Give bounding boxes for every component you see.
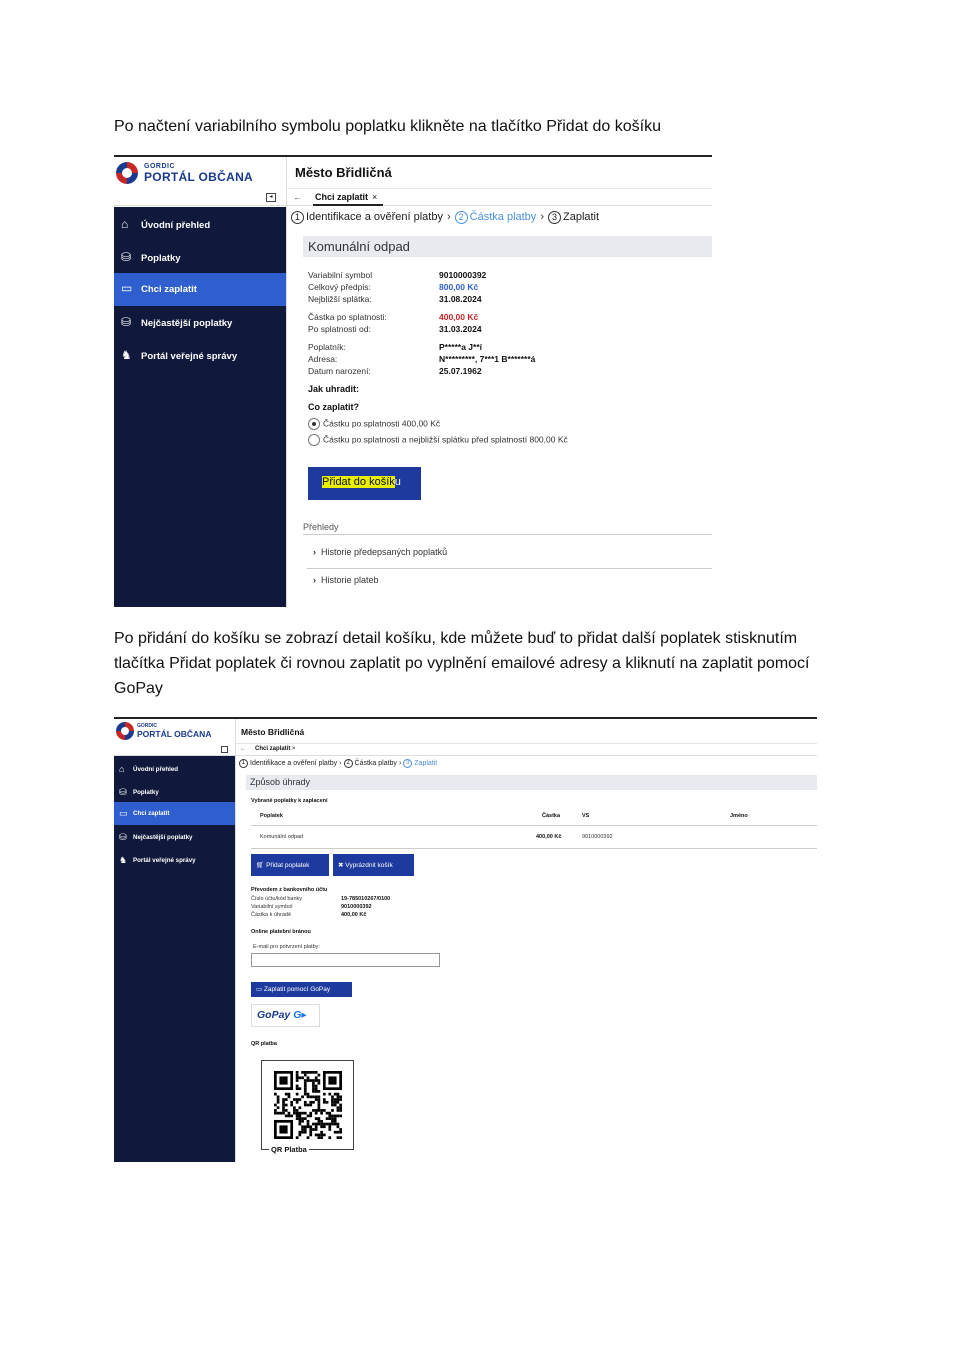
bank-key: Částka k úhradě: [251, 912, 292, 918]
card-icon: ▭: [256, 986, 264, 993]
column-name: Jméno: [730, 813, 748, 819]
bank-key: Variabilní symbol: [251, 904, 293, 910]
sidebar-item-public-portal[interactable]: [114, 340, 286, 373]
step-label: Identifikace a ověření platby: [250, 760, 338, 768]
main-content: [286, 189, 712, 607]
detail-key: Datum narození:: [308, 366, 371, 376]
step-pay[interactable]: [403, 760, 437, 767]
step-number: 1: [239, 759, 248, 768]
town-title: Město Břidličná: [235, 719, 817, 744]
back-arrow-icon[interactable]: ←: [240, 746, 246, 752]
bank-value: 400,00 Kč: [341, 912, 367, 918]
fees-icon: ⛁: [121, 315, 132, 329]
emblem-icon: ♞: [119, 855, 128, 865]
step-number: 3: [548, 211, 561, 224]
instruction-paragraph-1: Po načtení variabilního symbolu poplatku klikněte na tlačítko Přidat do košíku: [114, 118, 661, 135]
gopay-g-icon: G: [293, 1009, 302, 1021]
collapse-icon: [221, 746, 228, 753]
gordic-logo-icon: [116, 162, 138, 184]
fees-icon: ⛁: [119, 832, 127, 842]
gopay-logo[interactable]: [251, 1004, 320, 1027]
chevron-right-icon: ›: [313, 547, 316, 557]
gopay-logo-text: GoPay: [257, 1009, 291, 1021]
detail-key: Po splatnosti od:: [308, 324, 371, 334]
detail-value: 31.03.2024: [439, 324, 482, 334]
how-to-pay-label: Jak uhradit:: [308, 384, 360, 394]
sidebar-item-label: Poplatky: [133, 789, 159, 796]
sidebar-item-label: Nejčastější poplatky: [141, 318, 233, 329]
section-title: Způsob úhrady: [246, 775, 817, 790]
add-fee-button[interactable]: [251, 854, 329, 876]
section-title: Komunální odpad: [303, 236, 712, 257]
cell-vs: 9010000392: [582, 834, 613, 840]
qr-code-icon: [274, 1071, 342, 1139]
home-icon: ⌂: [121, 217, 129, 231]
sidebar-item-label: Nejčastější poplatky: [133, 834, 193, 841]
town-title: Město Břidličná: [286, 157, 712, 189]
detail-value: 31.08.2024: [439, 294, 482, 304]
overviews-heading: Přehledy: [303, 522, 339, 532]
sidebar-item-label: Chci zaplatit: [133, 810, 170, 817]
detail-key: Nejbližší splátka:: [308, 294, 372, 304]
step-label: Identifikace a ověření platby: [306, 211, 443, 224]
sidebar-item-fees[interactable]: [114, 781, 235, 804]
sidebar-item-overview[interactable]: [114, 758, 235, 781]
empty-cart-button[interactable]: [333, 854, 414, 876]
sidebar-item-common-fees[interactable]: [114, 307, 286, 340]
stepper: [291, 211, 599, 224]
chevron-right-icon: ›: [446, 211, 451, 224]
table-divider: [251, 848, 817, 849]
tab-label: Chci zaplatit: [315, 192, 369, 202]
divider: [307, 568, 712, 569]
cart-icon: 🛒︎: [256, 862, 267, 869]
screenshot-cart-detail: [114, 717, 817, 1162]
accordion-label: Historie předepsaných poplatků: [321, 547, 448, 557]
logo-brand-title: PORTÁL OBČANA: [144, 170, 254, 184]
sidebar-item-pay[interactable]: [114, 273, 286, 306]
gordic-logo-icon: [116, 722, 134, 740]
button-label: Vyprázdnit košík: [345, 862, 393, 869]
sidebar: [114, 207, 286, 607]
detail-value: P*****a J**í: [439, 342, 483, 352]
detail-key: Adresa:: [308, 354, 338, 364]
step-number: 2: [455, 211, 468, 224]
main-content: [235, 744, 817, 1162]
screenshot-fee-detail: [114, 155, 712, 607]
tab-bar: [287, 189, 712, 206]
collapse-sidebar-button[interactable]: [114, 744, 235, 756]
accordion-label: Historie plateb: [321, 575, 379, 585]
tab-pay[interactable]: [313, 189, 383, 206]
option-label: Částku po splatnosti a nejbližší splátku před splatností 800,00 Kč: [323, 434, 568, 445]
radio-checked-icon: [308, 418, 320, 430]
sidebar-item-label: Portál veřejné správy: [141, 351, 238, 362]
detail-value: 800,00 Kč: [439, 282, 479, 292]
step-number: 2: [344, 759, 353, 768]
detail-key: Variabilní symbol: [308, 270, 373, 280]
radio-unchecked-icon: [308, 434, 320, 446]
chevron-right-icon: ›: [339, 760, 342, 768]
what-to-pay-label: Co zaplatit?: [308, 402, 359, 412]
play-arrow-icon: ▸: [301, 1009, 307, 1021]
sidebar-item-pay[interactable]: [114, 802, 235, 825]
sidebar-item-label: Chci zaplatit: [141, 284, 197, 295]
detail-key: Poplatník:: [308, 342, 346, 352]
portal-logo[interactable]: [114, 719, 235, 744]
cell-amount: 400,00 Kč: [536, 834, 562, 840]
chevron-right-icon: ›: [540, 211, 544, 224]
instruction-paragraph-2: Po přidání do košíku se zobrazí detail košíku, kde můžete buď to přidat další poplatek stisknutím tlačítka Přidat poplatek či rovnou zaplatit po vyplnění emailové adresy a kliknutí na zaplatit pomocí GoPay: [114, 630, 810, 697]
sidebar-item-label: Portál veřejné správy: [133, 857, 196, 864]
option-overdue-amount[interactable]: [308, 418, 440, 430]
sidebar: [114, 756, 235, 1162]
back-arrow-icon[interactable]: ←: [293, 192, 302, 202]
step-number: 1: [291, 211, 304, 224]
fees-icon: ⛁: [119, 787, 127, 797]
accordion-payment-history[interactable]: [313, 575, 379, 585]
detail-value: 9010000392: [439, 270, 487, 280]
emblem-icon: ♞: [121, 348, 132, 362]
column-fee: Poplatek: [260, 813, 283, 819]
bank-key: Číslo účtu/kód banky: [251, 896, 303, 902]
sidebar-item-label: Úvodní přehled: [133, 766, 179, 773]
option-overdue-and-next[interactable]: [308, 434, 568, 446]
email-field[interactable]: [251, 953, 440, 967]
fees-icon: ⛁: [121, 250, 132, 264]
chevron-right-icon: ›: [398, 760, 402, 768]
close-icon[interactable]: ×: [292, 746, 296, 752]
step-label: Částka platby: [354, 760, 397, 768]
chevron-right-icon: ›: [313, 575, 316, 585]
portal-logo[interactable]: [114, 157, 286, 189]
card-icon: ▭: [119, 808, 128, 818]
qr-payment-heading: QR platba: [251, 1041, 277, 1047]
step-pay[interactable]: [548, 211, 599, 223]
tab-bar: [236, 744, 817, 756]
collapse-sidebar-button[interactable]: [114, 189, 286, 206]
home-icon: ⌂: [119, 764, 125, 774]
bank-transfer-heading: Převodem z bankovního účtu: [251, 887, 328, 893]
online-gateway-heading: Online platební bránou: [251, 929, 311, 935]
logo-brand-small: GORDIC: [137, 723, 157, 729]
cell-fee: Komunální odpad: [260, 834, 304, 840]
column-amount: Částka: [542, 813, 561, 819]
stepper: [239, 759, 437, 768]
sidebar-item-overview[interactable]: [114, 209, 286, 242]
button-label-highlighted: Přidat do košík: [322, 476, 395, 488]
selected-fees-heading: Vybrané poplatky k zaplacení: [251, 798, 328, 804]
step-label: Částka platby: [469, 211, 537, 224]
divider: [303, 534, 712, 535]
sidebar-item-label: Poplatky: [141, 253, 181, 264]
step-amount[interactable]: [455, 211, 537, 223]
sidebar-item-label: Úvodní přehled: [141, 220, 211, 231]
button-label-rest: u: [394, 476, 401, 488]
qr-caption: QR Platba: [271, 1145, 307, 1154]
table-divider: [251, 825, 817, 826]
step-number: 3: [403, 759, 412, 768]
step-amount[interactable]: [344, 760, 397, 767]
bank-value: 19-785010267/0100: [341, 896, 391, 902]
column-vs: VS: [582, 813, 590, 819]
pay-gopay-button[interactable]: [251, 982, 352, 997]
step-label: Zaplatit: [562, 211, 600, 224]
step-label: Zaplatit: [414, 760, 438, 768]
tab-pay[interactable]: [253, 744, 300, 756]
logo-brand-small: GORDIC: [144, 163, 175, 170]
option-label: Částku po splatnosti 400,00 Kč: [323, 418, 441, 429]
detail-value: 400,00 Kč: [439, 312, 479, 322]
detail-key: Celkový předpis:: [308, 282, 371, 292]
detail-value: 25.07.1962: [439, 366, 482, 376]
close-icon: ✖: [338, 862, 346, 869]
bank-value: 9010000392: [341, 904, 372, 910]
sidebar-item-public-portal[interactable]: [114, 849, 235, 872]
accordion-fee-history[interactable]: [313, 547, 447, 557]
add-to-cart-button[interactable]: [308, 467, 421, 500]
detail-value: N*********, 7***1 B*******á: [439, 354, 536, 364]
tab-label: Chci zaplatit: [255, 746, 291, 752]
button-label: Zaplatit pomocí GoPay: [263, 986, 331, 993]
close-icon[interactable]: ×: [372, 192, 378, 202]
logo-brand-title: PORTÁL OBČANA: [137, 729, 212, 739]
step-identification[interactable]: [291, 211, 443, 223]
qr-code-frame: [261, 1060, 354, 1150]
sidebar-item-fees[interactable]: [114, 242, 286, 275]
collapse-icon: ◂: [266, 193, 276, 202]
step-identification[interactable]: [239, 760, 337, 767]
card-icon: ▭: [121, 281, 133, 295]
email-label: E-mail pro potvrzení platby:: [253, 944, 320, 950]
detail-key: Částka po splatnosti:: [308, 312, 387, 322]
button-label: Přidat poplatek: [266, 862, 310, 869]
sidebar-item-common-fees[interactable]: [114, 826, 235, 849]
